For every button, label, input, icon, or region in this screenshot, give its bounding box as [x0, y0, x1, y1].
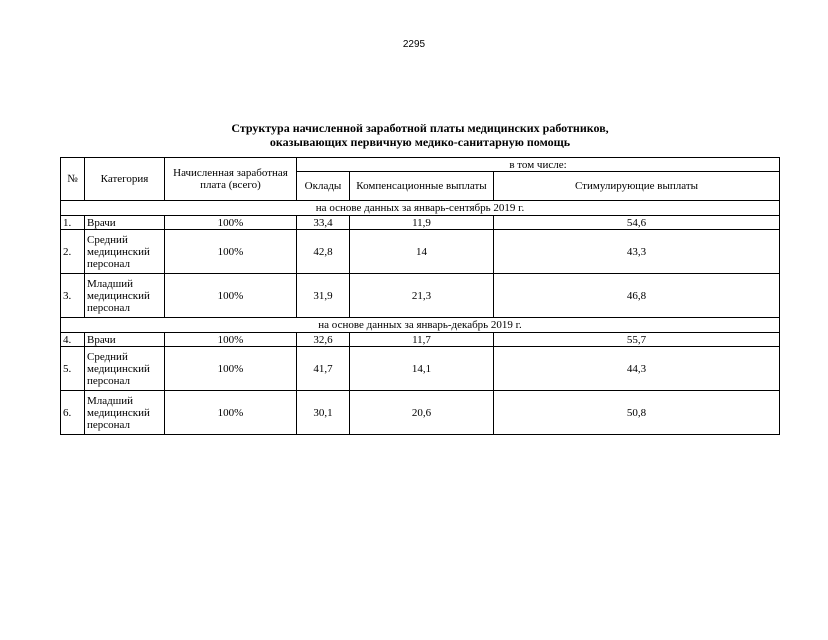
section-row	[61, 201, 780, 216]
cell-total: 100%	[165, 391, 297, 435]
header-salaries: Оклады	[297, 172, 350, 201]
cell-category: Средний медицинский персонал	[85, 347, 165, 391]
cell-compensation: 20,6	[350, 391, 494, 435]
cell-incentive: 43,3	[494, 230, 780, 274]
header-total: Начисленная заработная плата (всего)	[165, 158, 297, 201]
cell-category: Врачи	[85, 216, 165, 230]
cell-total: 100%	[165, 274, 297, 318]
cell-num: 3.	[61, 274, 85, 318]
cell-incentive: 55,7	[494, 333, 780, 347]
table-row	[61, 347, 780, 391]
cell-salaries: 41,7	[297, 347, 350, 391]
cell-total: 100%	[165, 347, 297, 391]
cell-num: 4.	[61, 333, 85, 347]
cell-compensation: 14	[350, 230, 494, 274]
header-num: №	[61, 158, 85, 201]
cell-salaries: 32,6	[297, 333, 350, 347]
cell-category: Младший медицинский персонал	[85, 391, 165, 435]
cell-compensation: 11,7	[350, 333, 494, 347]
cell-incentive: 50,8	[494, 391, 780, 435]
cell-salaries: 31,9	[297, 274, 350, 318]
cell-incentive: 44,3	[494, 347, 780, 391]
section-label: на основе данных за январь-декабрь 2019 г.	[61, 318, 780, 333]
table-row	[61, 333, 780, 347]
title-line-1: Структура начисленной заработной платы медицинских работников,	[231, 121, 609, 135]
header-category: Категория	[85, 158, 165, 201]
cell-incentive: 54,6	[494, 216, 780, 230]
table-row	[61, 216, 780, 230]
header-row-1	[61, 158, 780, 172]
cell-compensation: 14,1	[350, 347, 494, 391]
cell-num: 5.	[61, 347, 85, 391]
cell-salaries: 33,4	[297, 216, 350, 230]
cell-category: Врачи	[85, 333, 165, 347]
title-line-2: оказывающих первичную медико-санитарную помощь	[269, 135, 571, 149]
cell-total: 100%	[165, 216, 297, 230]
cell-compensation: 11,9	[350, 216, 494, 230]
cell-salaries: 30,1	[297, 391, 350, 435]
cell-incentive: 46,8	[494, 274, 780, 318]
cell-category: Средний медицинский персонал	[85, 230, 165, 274]
cell-num: 2.	[61, 230, 85, 274]
cell-salaries: 42,8	[297, 230, 350, 274]
cell-total: 100%	[165, 230, 297, 274]
page-number: 2295	[402, 39, 426, 50]
header-compensation: Компенсационные выплаты	[350, 172, 494, 201]
salary-structure-table	[60, 157, 780, 435]
cell-compensation: 21,3	[350, 274, 494, 318]
document-title	[60, 121, 780, 149]
table-row	[61, 230, 780, 274]
table-row	[61, 274, 780, 318]
cell-num: 1.	[61, 216, 85, 230]
cell-num: 6.	[61, 391, 85, 435]
header-incentive: Стимулирующие выплаты	[494, 172, 780, 201]
section-row	[61, 318, 780, 333]
cell-total: 100%	[165, 333, 297, 347]
cell-category: Младший медицинский персонал	[85, 274, 165, 318]
table-row	[61, 391, 780, 435]
section-label: на основе данных за январь-сентябрь 2019 г.	[61, 201, 780, 216]
header-including: в том числе:	[297, 158, 780, 172]
